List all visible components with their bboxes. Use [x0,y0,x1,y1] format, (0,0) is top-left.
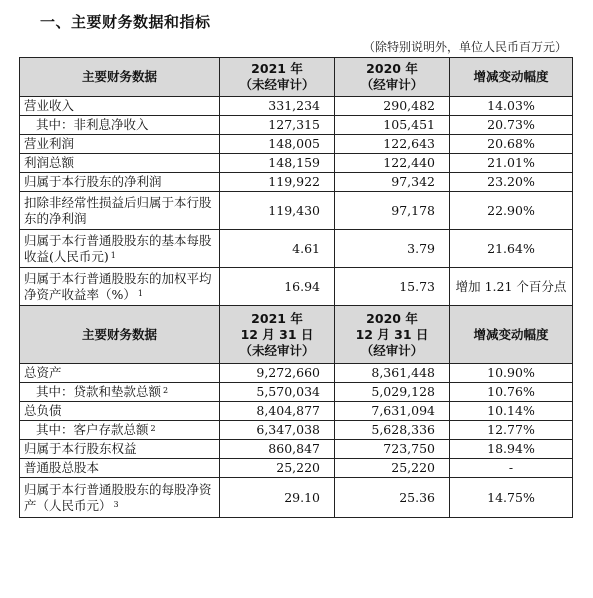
table-row [20,192,573,230]
change-value: 21.01% [450,154,573,173]
value-2021: 5,570,034 [220,383,335,402]
header-cell: 2020 年 12 月 31 日 （经审计） [335,306,450,364]
table-row [20,268,573,306]
table-row [20,459,573,478]
table-row [20,154,573,173]
change-value: 22.90% [450,192,573,230]
header-cell: 主要财务数据 [20,58,220,97]
table-row [20,440,573,459]
value-2021: 148,159 [220,154,335,173]
value-2020: 105,451 [335,116,450,135]
value-2020: 122,440 [335,154,450,173]
change-value: 14.75% [450,478,573,518]
header-cell: 2020 年 （经审计） [335,58,450,97]
unit-note: （除特别说明外，单位人民币百万元） [362,40,567,54]
footnote-marker: 2 [163,386,169,395]
change-value: 10.76% [450,383,573,402]
value-2021: 6,347,038 [220,421,335,440]
value-2021: 8,404,877 [220,402,335,421]
row-label: 扣除非经常性损益后归属于本行股东的净利润 [20,192,220,230]
table-row [20,364,573,383]
row-label: 利润总额 [20,154,220,173]
value-2020: 3.79 [335,230,450,268]
footnote-marker: 3 [113,499,119,509]
value-2020: 723,750 [335,440,450,459]
table-row [20,402,573,421]
value-2021: 860,847 [220,440,335,459]
value-2020: 97,342 [335,173,450,192]
value-2021: 331,234 [220,97,335,116]
footnote-marker: 1 [137,288,143,298]
row-label: 其中：客户存款总额 $^2$ [20,421,220,440]
table-header-row [20,58,573,97]
row-label: 归属于本行股东权益 [20,440,220,459]
table-row [20,135,573,154]
row-label: 其中：贷款和垫款总额 $^2$ [20,383,220,402]
row-label: 归属于本行普通股股东的每股净资产（人民币元） $^3$ [20,478,220,518]
table-row [20,478,573,518]
change-value: 23.20% [450,173,573,192]
value-2021: 119,430 [220,192,335,230]
footnote-marker: 1 [110,250,116,260]
table-row [20,173,573,192]
row-label: 普通股总股本 [20,459,220,478]
section-heading: 一、主要财务数据和指标 [40,13,211,31]
change-value: - [450,459,573,478]
value-2020: 7,631,094 [335,402,450,421]
row-label: 营业收入 [20,97,220,116]
header-cell: 2021 年 （未经审计） [220,58,335,97]
change-value: 10.90% [450,364,573,383]
change-value: 20.68% [450,135,573,154]
table-row [20,116,573,135]
value-2020: 8,361,448 [335,364,450,383]
change-value: 10.14% [450,402,573,421]
change-value: 20.73% [450,116,573,135]
value-2020: 25.36 [335,478,450,518]
change-value: 21.64% [450,230,573,268]
value-2021: 4.61 [220,230,335,268]
value-2021: 29.10 [220,478,335,518]
footnote-marker: 2 [150,424,156,433]
header-cell: 增减变动幅度 [450,306,573,364]
value-2021: 127,315 [220,116,335,135]
row-label: 总负债 [20,402,220,421]
value-2021: 9,272,660 [220,364,335,383]
value-2020: 5,029,128 [335,383,450,402]
change-value: 增加 1.21 个百分点 [450,268,573,306]
row-label: 营业利润 [20,135,220,154]
financial-data-table [19,57,573,518]
table-row [20,421,573,440]
header-cell: 增减变动幅度 [450,58,573,97]
row-label: 归属于本行股东的净利润 [20,173,220,192]
value-2020: 15.73 [335,268,450,306]
change-value: 14.03% [450,97,573,116]
value-2021: 16.94 [220,268,335,306]
value-2020: 290,482 [335,97,450,116]
row-label: 归属于本行普通股股东的基本每股收益(人民币元) $^1$ [20,230,220,268]
table-row [20,230,573,268]
header-cell: 主要财务数据 [20,306,220,364]
change-value: 12.77% [450,421,573,440]
value-2021: 148,005 [220,135,335,154]
header-cell: 2021 年 12 月 31 日 （未经审计） [220,306,335,364]
value-2021: 25,220 [220,459,335,478]
row-label: 总资产 [20,364,220,383]
row-label: 其中：非利息净收入 [20,116,220,135]
table-row [20,97,573,116]
change-value: 18.94% [450,440,573,459]
table-row [20,383,573,402]
value-2020: 97,178 [335,192,450,230]
value-2020: 122,643 [335,135,450,154]
row-label: 归属于本行普通股股东的加权平均净资产收益率（%） $^1$ [20,268,220,306]
table-header-row [20,306,573,364]
value-2020: 25,220 [335,459,450,478]
value-2021: 119,922 [220,173,335,192]
value-2020: 5,628,336 [335,421,450,440]
